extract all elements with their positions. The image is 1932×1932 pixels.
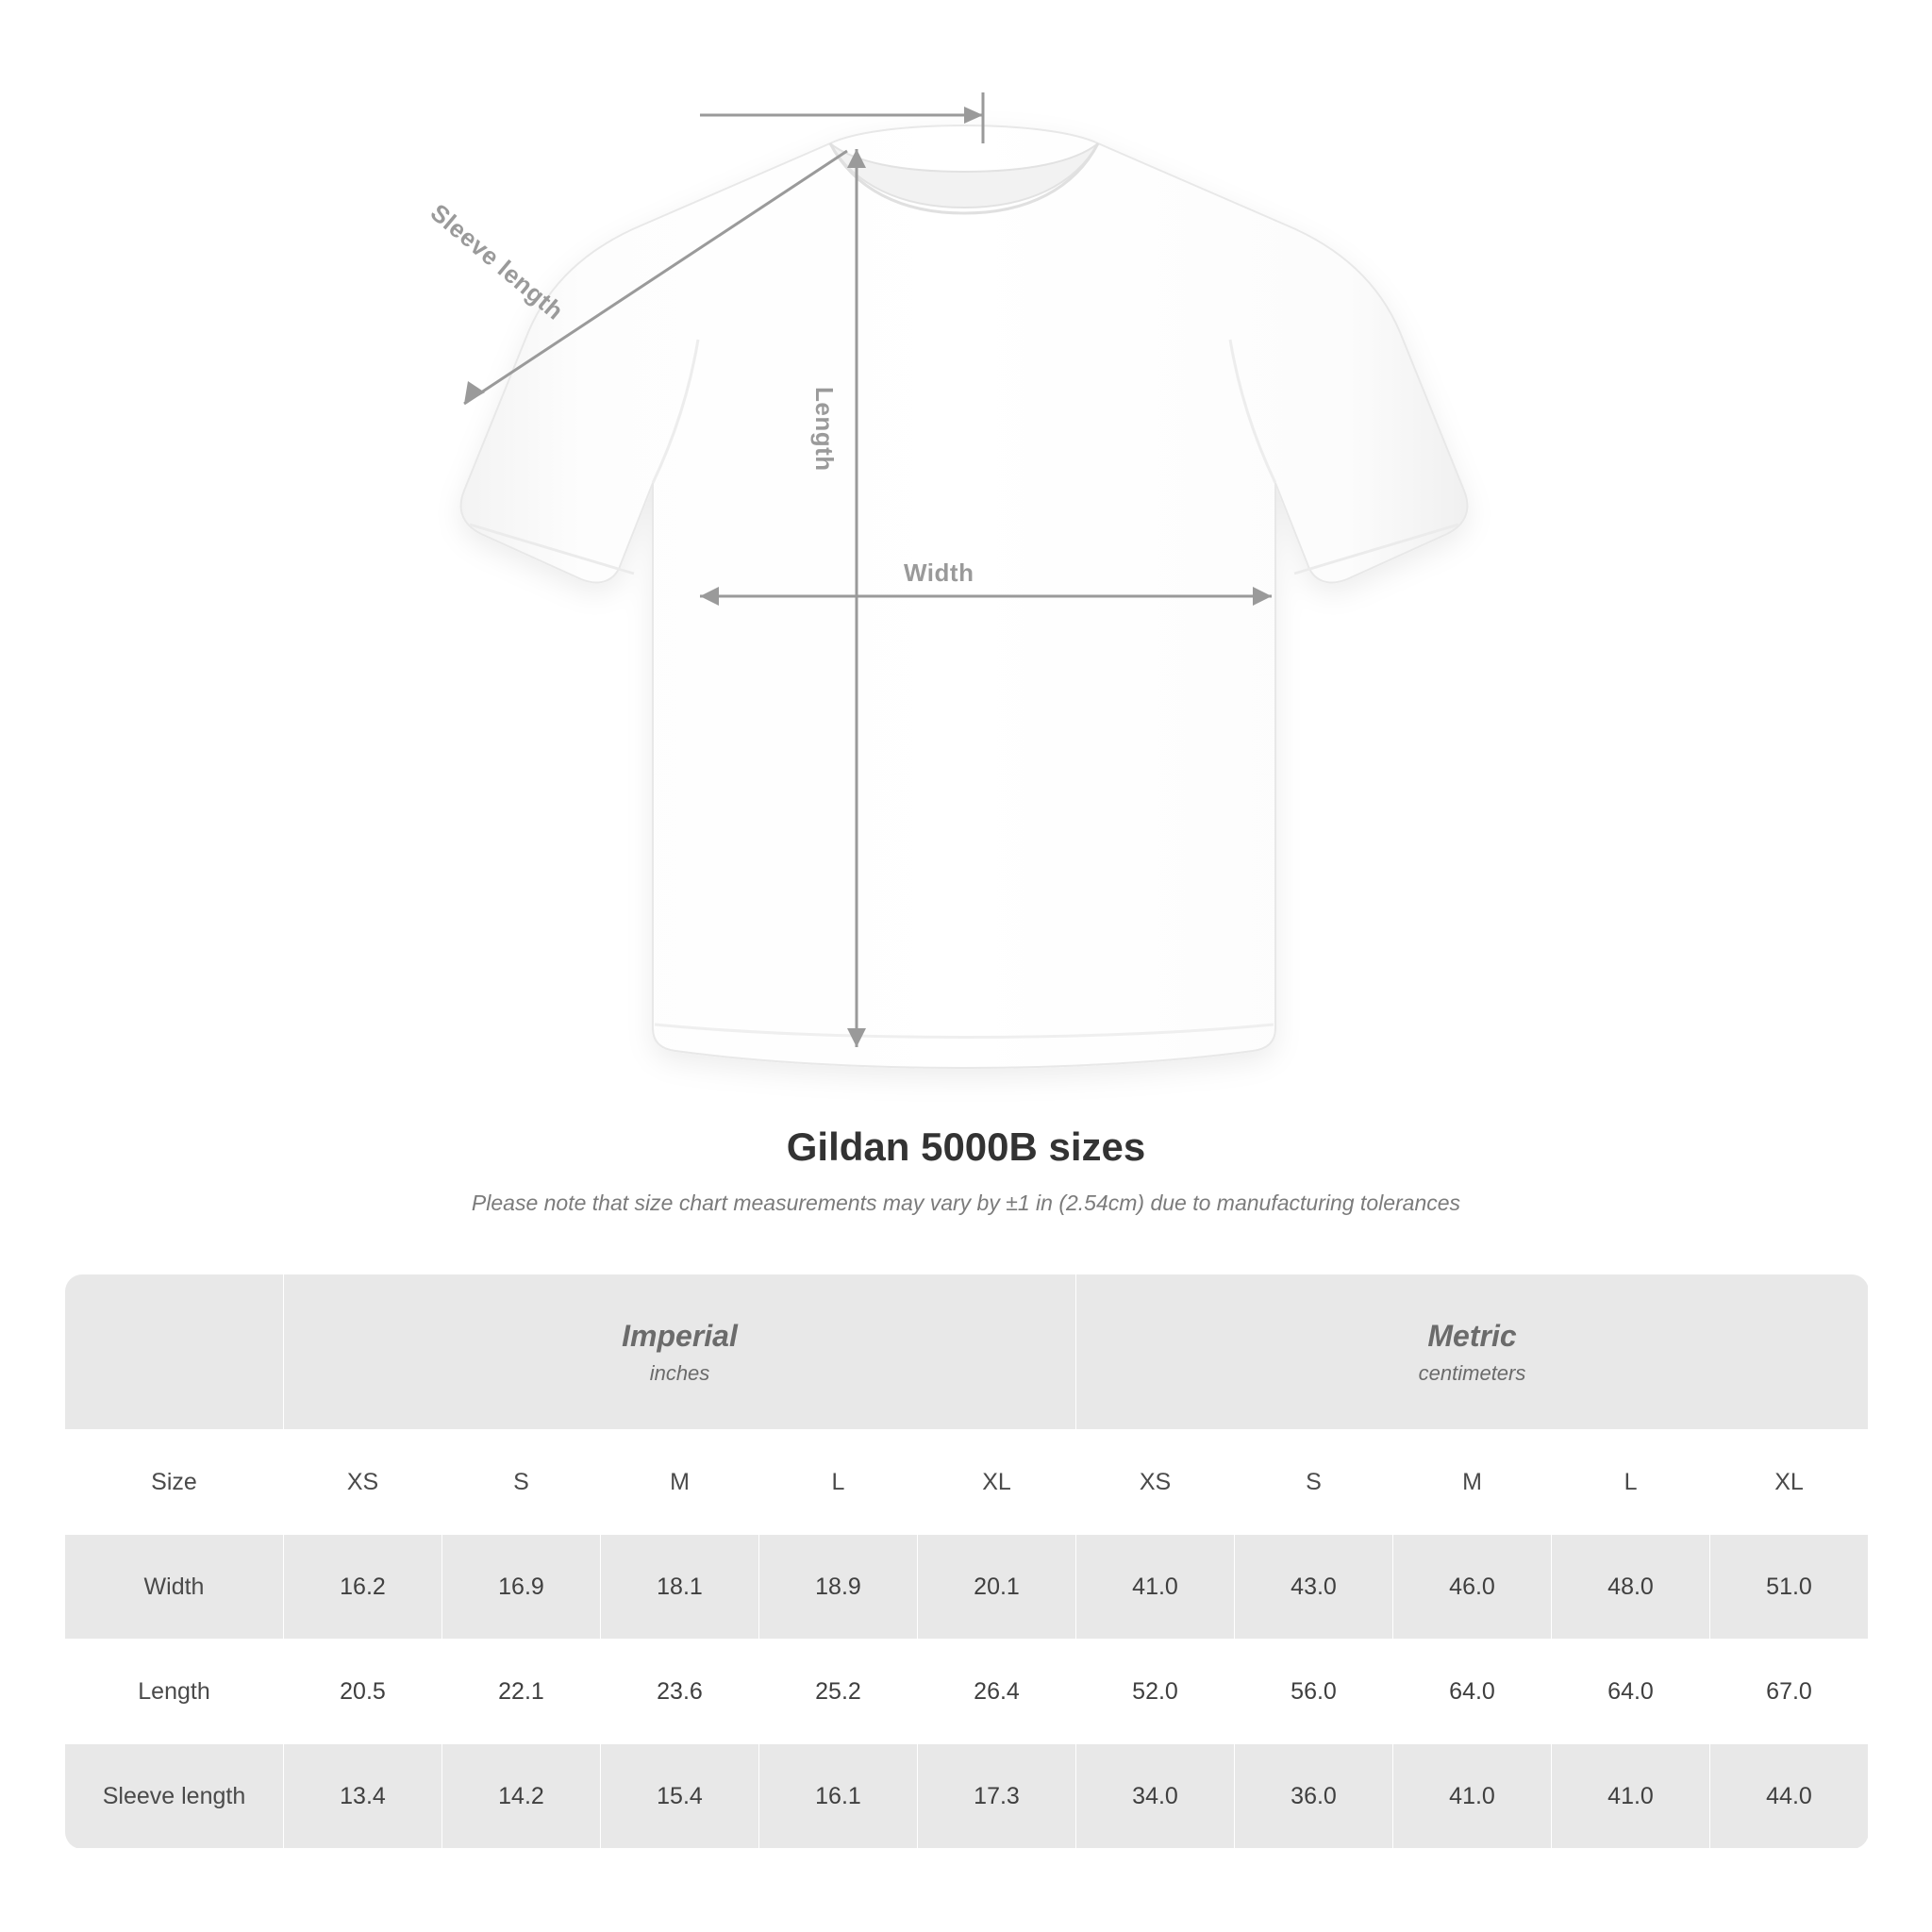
cell-width-6: 43.0 [1235, 1535, 1393, 1640]
cell-width-4: 20.1 [918, 1535, 1076, 1640]
dimension-label-length: Length [810, 387, 839, 472]
cell-width-1: 16.9 [442, 1535, 601, 1640]
cell-sleeve-5: 34.0 [1076, 1744, 1235, 1849]
size-table-container [64, 1274, 1868, 1849]
header-col-4: XL [918, 1430, 1076, 1535]
unit-group-imperial-name: Imperial [622, 1318, 738, 1353]
row-label-sleeve-length: Sleeve length [65, 1744, 284, 1849]
cell-length-9: 67.0 [1710, 1640, 1869, 1744]
cell-sleeve-2: 15.4 [601, 1744, 759, 1849]
dimension-label-sleeve-length: Sleeve length [425, 198, 570, 325]
header-col-0: XS [284, 1430, 442, 1535]
cell-width-0: 16.2 [284, 1535, 442, 1640]
cell-width-5: 41.0 [1076, 1535, 1235, 1640]
cell-length-6: 56.0 [1235, 1640, 1393, 1744]
cell-length-3: 25.2 [759, 1640, 918, 1744]
cell-sleeve-7: 41.0 [1393, 1744, 1552, 1849]
table-row [65, 1640, 1869, 1744]
cell-length-4: 26.4 [918, 1640, 1076, 1744]
header-col-7: M [1393, 1430, 1552, 1535]
table-header-row [65, 1430, 1869, 1535]
cell-length-0: 20.5 [284, 1640, 442, 1744]
cell-sleeve-1: 14.2 [442, 1744, 601, 1849]
cell-sleeve-9: 44.0 [1710, 1744, 1869, 1849]
tolerance-note: Please note that size chart measurements may vary by ±1 in (2.54cm) due to manufacturing tolerances [471, 1191, 1461, 1215]
unit-group-imperial [284, 1274, 1076, 1430]
table-row [65, 1535, 1869, 1640]
cell-sleeve-0: 13.4 [284, 1744, 442, 1849]
unit-group-row [65, 1274, 1869, 1430]
cell-sleeve-8: 41.0 [1552, 1744, 1710, 1849]
size-table [64, 1274, 1869, 1849]
header-col-2: M [601, 1430, 759, 1535]
cell-length-5: 52.0 [1076, 1640, 1235, 1744]
unit-group-metric [1076, 1274, 1869, 1430]
cell-length-1: 22.1 [442, 1640, 601, 1744]
dimension-label-width: Width [904, 558, 974, 587]
header-col-6: S [1235, 1430, 1393, 1535]
row-label-length: Length [65, 1640, 284, 1744]
cell-width-9: 51.0 [1710, 1535, 1869, 1640]
title-block [0, 1124, 1932, 1216]
header-col-3: L [759, 1430, 918, 1535]
unit-group-imperial-sub: inches [649, 1360, 710, 1385]
table-row [65, 1744, 1869, 1849]
unit-group-corner [65, 1274, 284, 1430]
cell-length-7: 64.0 [1393, 1640, 1552, 1744]
header-size: Size [65, 1430, 284, 1535]
cell-width-2: 18.1 [601, 1535, 759, 1640]
cell-width-8: 48.0 [1552, 1535, 1710, 1640]
cell-width-3: 18.9 [759, 1535, 918, 1640]
cell-sleeve-3: 16.1 [759, 1744, 918, 1849]
unit-group-metric-name: Metric [1427, 1318, 1517, 1353]
unit-group-metric-sub: centimeters [1418, 1360, 1526, 1385]
header-col-5: XS [1076, 1430, 1235, 1535]
cell-width-7: 46.0 [1393, 1535, 1552, 1640]
cell-length-8: 64.0 [1552, 1640, 1710, 1744]
row-label-width: Width [65, 1535, 284, 1640]
cell-length-2: 23.6 [601, 1640, 759, 1744]
header-col-9: XL [1710, 1430, 1869, 1535]
header-col-1: S [442, 1430, 601, 1535]
cell-sleeve-6: 36.0 [1235, 1744, 1393, 1849]
cell-sleeve-4: 17.3 [918, 1744, 1076, 1849]
header-col-8: L [1552, 1430, 1710, 1535]
page-title: Gildan 5000B sizes [786, 1124, 1146, 1169]
